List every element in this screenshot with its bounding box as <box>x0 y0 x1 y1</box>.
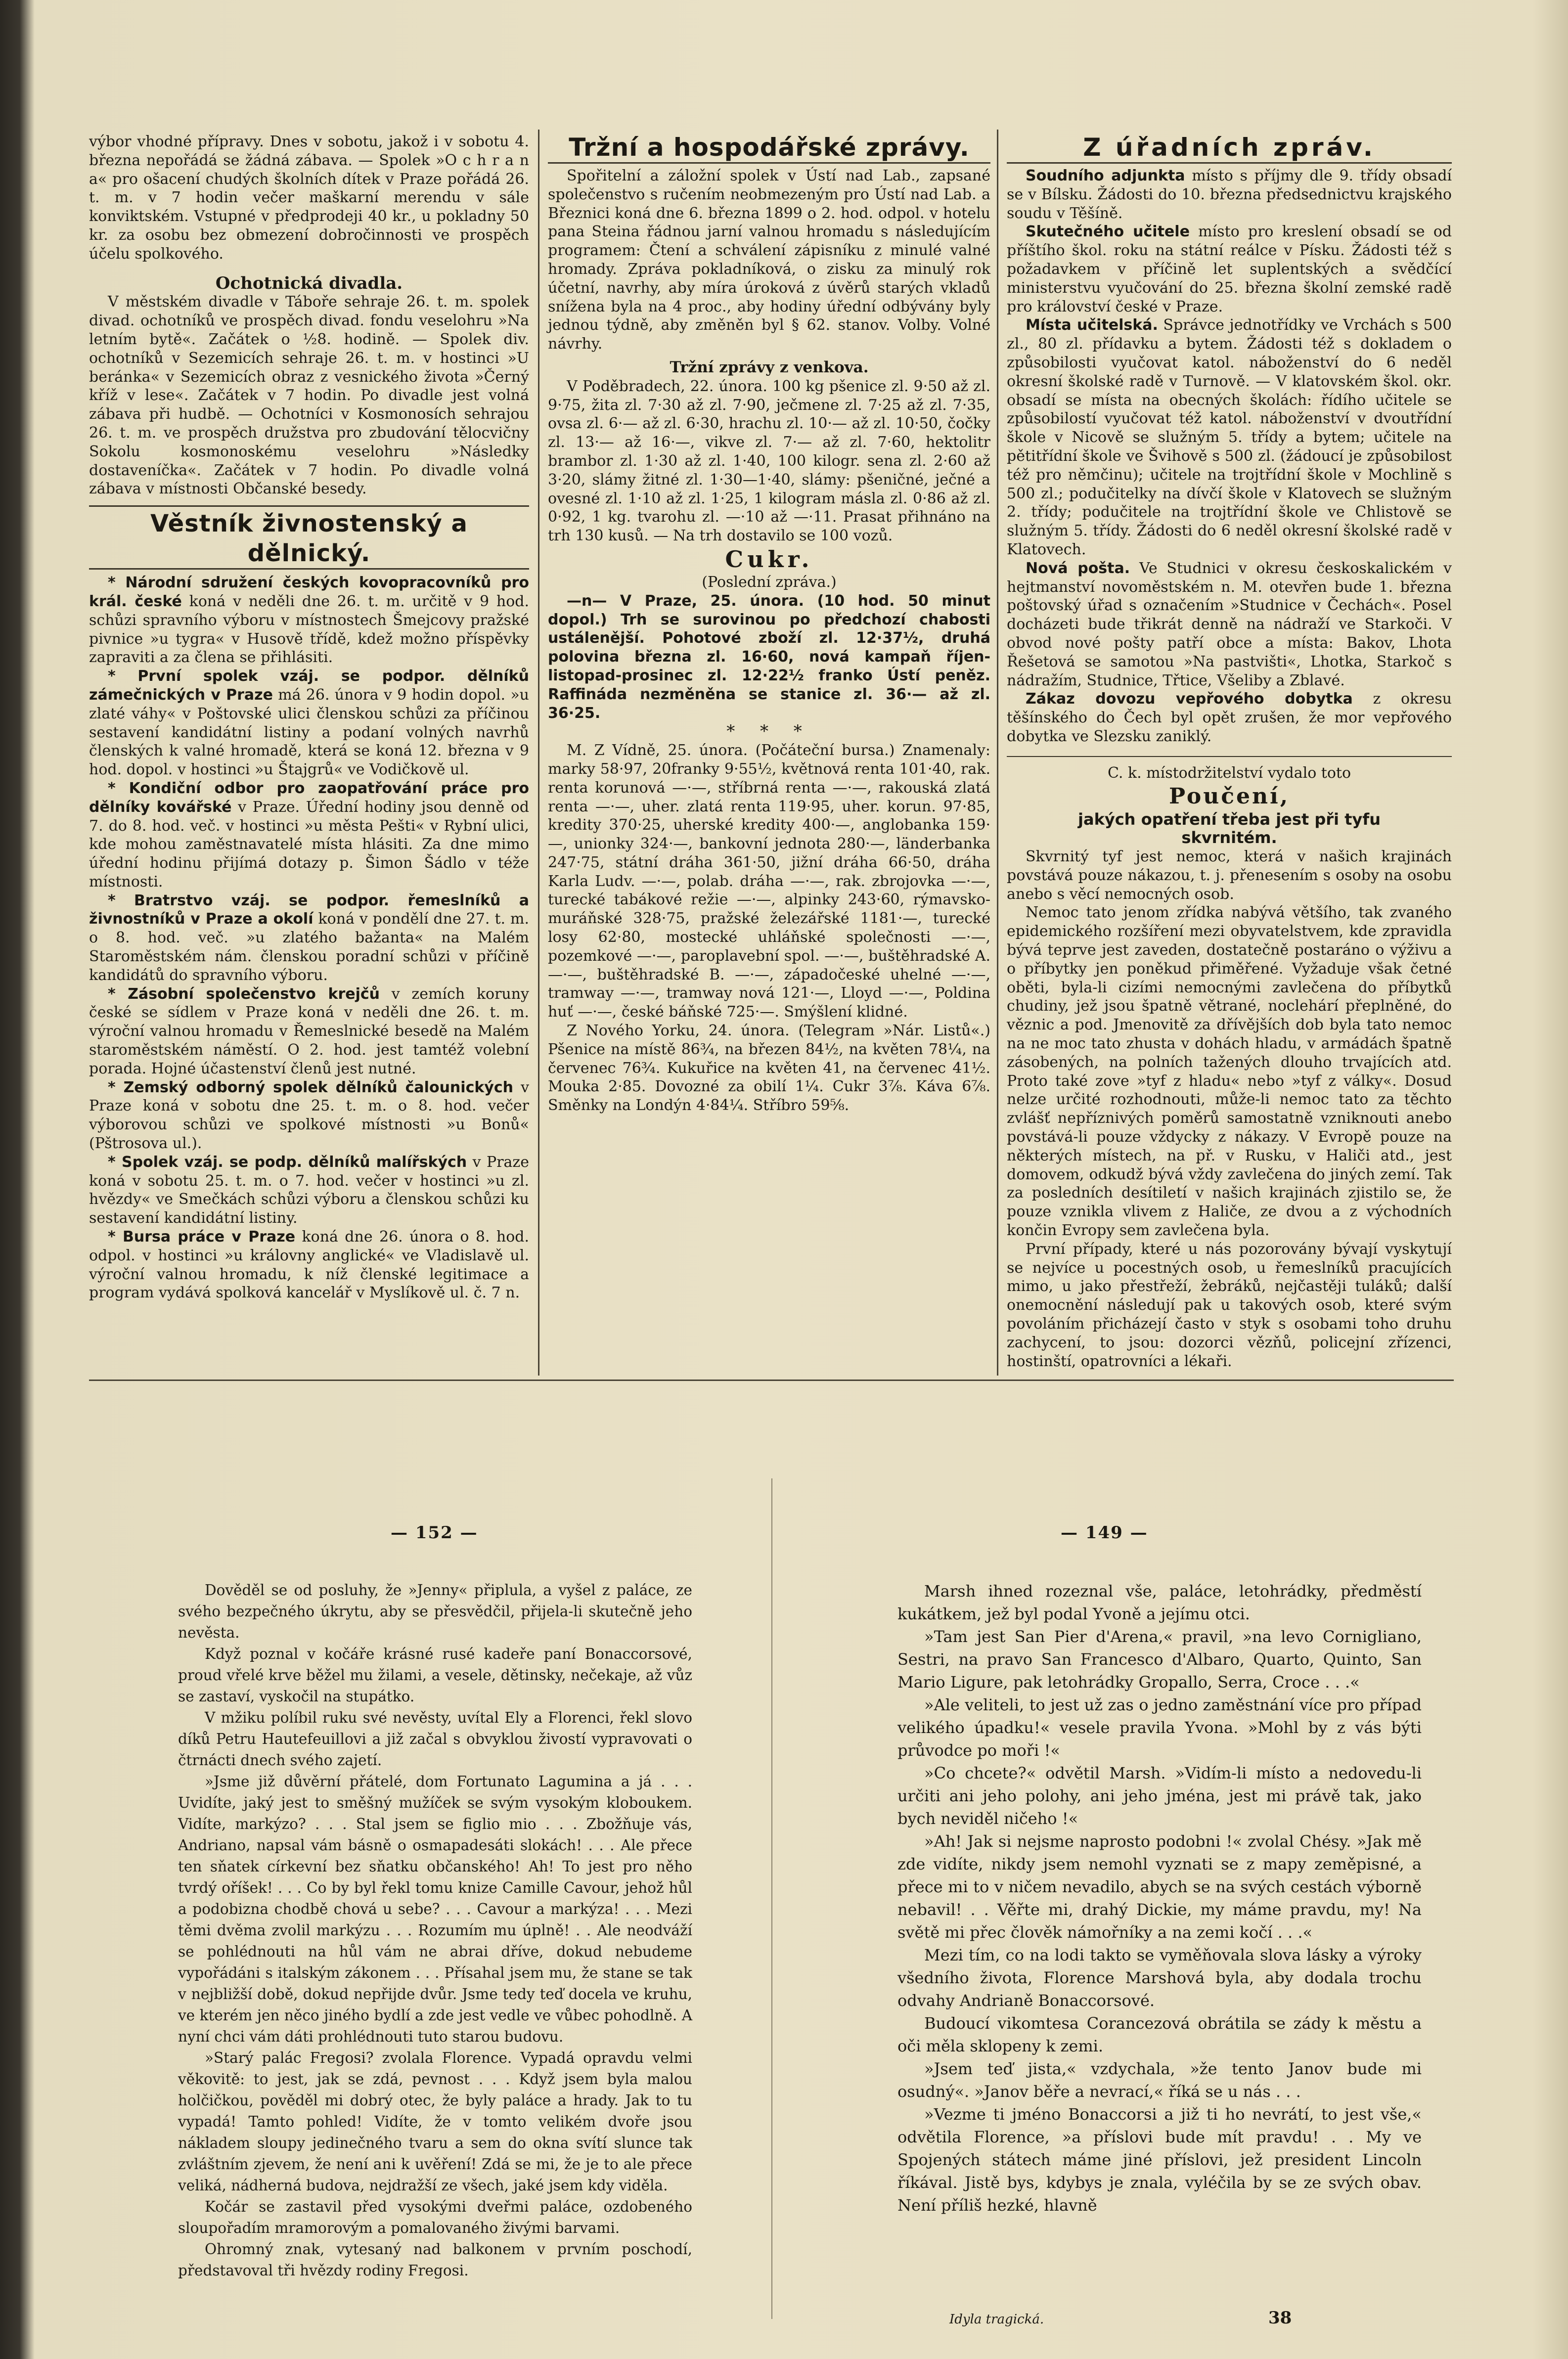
trade-item-text: v Praze koná v sobotu 25. t. m. o 7. hod. večer v hostinci »u zl. hvězdy« ve Smečkách schůzi výboru a členskou schůzi ku sestavení kandidátní listiny. <box>89 1153 529 1227</box>
trade-item-text: má 26. února v 9 hodin dopol. »u zlaté váhy« v Poštovské ulici členskou schůzi za příčinou sestavení kandidátní listiny a podaní volných navrhů členských k valné hromadě, která se koná 12. března v 9 hod. dopol. v hostinci »u Štajgrů« ve Vodičkově ul. <box>89 686 530 779</box>
rural-paragraph: V Poděbradech, 22. února. 100 kg pšenice zl. 9·50 až zl. 9·75, žita zl. 7·30 až zl. 7·90, ječmene zl. 7·25 až zl. 7·35, ovsa zl. 6·— až zl. 6·30, hrachu zl. 10·— až zl. 10·50, čočky zl. 13·— až 16·—, vikve zl. 7·— až zl. 7·60, hektolitr brambor zl. 1·30 až zl. 1·40, 100 kilogr. sena zl. 2·60 až 3·20, slámy žitné zl. 1·30—1·40, slámy: pšeničné, ječné a ovesné zl. 1·10 až zl. 1·25, 1 kilogram másla zl. 0·86 až zl. 0·92, 1 kg. tvarohu zl. —·10 až —·11. Prasat přihnáno na trh 130 kusů. — Na trh dostavilo se 100 vozů. <box>548 377 990 545</box>
notice-subtitle: jakých opatření třeba jest při tyfu skvrnitém. <box>1078 809 1381 847</box>
trade-item <box>89 667 529 779</box>
trade-item-head: * Bursa práce v Praze <box>108 1228 296 1246</box>
sugar-paragraph: —n— V Praze, 25. února. (10 hod. 50 minut dopol.) Trh se surovinou po předchozí chabosti ustálenější. Pohotové zboží zl. 12·37½, druhá polovina března zl. 16·60, nová kampaň říjen-listopad-prosinec zl. 12·22½ franko Ústí peněz. Raffináda nezměněna se stanice zl. 36·— až zl. 36·25. <box>548 592 990 722</box>
theatre-heading: Ochotnická divadla. <box>215 273 403 293</box>
trade-item-text: koná dne 26. února o 8. hod. odpol. v hostinci »u královny anglické« ve Vladislavě ul. výroční valnou hromadu, k níž členské legitimace a program vydává spolková kancelář v Myslíkově ul. č. 7 n. <box>89 1228 529 1302</box>
trade-item-text: v zemích koruny české se sídlem v Praze koná v neděli dne 26. t. m. výroční valnou hromadu v Řemeslnické besedě na Malém staroměstském náměstí. O 2. hod. jest tamtéž volební porada. Hojné účastenství členů jest nutné. <box>89 985 530 1077</box>
novel-paragraph: Mezi tím, co na lodi takto se vyměňovala slova lásky a výroky všedního života, Florence Marshová byla, aby dodala trochu odvahy Andrianě Bonaccorsové. <box>897 1946 1422 2010</box>
novel-paragraph: »Ah! Jak si nejsme naprosto podobni !« zvolal Chésy. »Jak mě zde vidíte, nikdy jsem nemohl vyznati se z mapy zeměpisné, a přece mi to v ničem nevadilo, abych se na svých cestách výborně nebavil! . . Věřte mi, drahý Dickie, my máme pravdu, my! Na světě mi přec člověk námořníky a na zemi kočí . . .« <box>897 1832 1422 1942</box>
novel-paragraph: Když poznal v kočáře krásné rusé kadeře paní Bonaccorsové, proud vřelé krve běžel mu žilami, a vesele, dětinsky, nečekaje, až vůz se zastaví, vyskočil na stupátko. <box>178 1646 692 1705</box>
trade-item-head: * Zemský odborný spolek dělníků čalounických <box>108 1078 514 1096</box>
notice-intro: C. k. místodržitelství vydalo toto <box>1107 764 1351 782</box>
novel-paragraph: Budoucí vikomtesa Corancezová obrátila se zády k městu a oči měla sklopeny k zemi. <box>897 2014 1422 2055</box>
official-item <box>1007 167 1452 223</box>
novel-paragraph: »Tam jest San Pier d'Arena,« pravil, »na levo Cornigliano, Sestri, na pravo San Francesco d'Albaro, Quarto, Quinto, San Mario Ligure, pak letohrádky Gropallo, Serra, Croce . . .« <box>897 1627 1422 1691</box>
trade-item <box>89 891 529 985</box>
notice-paragraph: Nemoc tato jenom zřídka nabývá většího, tak zvaného epidemického rozšíření mezi obyvatelstvem, kde zpravidla bývá teprve jest zaveden, dostatečně postaráno o výživu a o příbytky jen poněkud přiměřené. Vyžaduje však četné oběti, byla-li cizími nemocnými zavlečena do příbytků chudiny, jež jsou špatně větrané, noclehárí přeplněné, do věznic a pod. Jmenovitě za dřívějších dob byla tato nemoc na ne moc tato zhusta v dohách hladu, v armádách špatně zásobených, na polních tažených dlouho trvajících atd. Proto také zove »tyf z hladu« nebo »tyf z války«. Dosud nelze určité rozhodnouti, může-li nemoc tato za těchto zvlášť nepříznivých poměrů samostatně vzniknouti anebo povstává-li pouze vždycky z nákazy. V Evropě pouze na některých místech, na př. v Rusku, v Haliči atd., jest domovem, odkudž bývá vždy zavlečena do jiných zemí. Tak za posledních desítiletí v našich krajinách zjistilo se, že pouze vznikla vlivem z Haliče, ze dvou a z východních končin Evropy sem zavlečena byla. <box>1007 904 1452 1240</box>
novel-paragraph: »Vezme ti jméno Bonaccorsi a již ti ho nevrátí, to jest vše,« odvětila Florence, »a příslovi bude mít pravdu! . . My ve Spojených státech máme jiné příslovi, jež president Lincoln říkával. Jistě bys, kdybys je znala, vyléčila by se ze svých obav. Není příliš hezké, hlavně <box>897 2105 1422 2215</box>
trade-item-head: * Spolek vzáj. se podp. dělníků malířských <box>108 1153 467 1171</box>
trade-item-head: * Kondiční odbor pro zaopatřování práce pro dělníky kovářské <box>89 779 529 816</box>
official-item <box>1007 316 1452 559</box>
official-item-head: Zákaz dovozu vepřového dobytka <box>1026 690 1353 708</box>
intro-paragraph: výbor vhodné přípravy. Dnes v sobotu, jakož i v sobotu 4. března nepořádá se žádná zábava. — Spolek »O c h r a n a« pro ošacení chudých školních dítek v Praze pořádá 26. t. m. v 7 hodin večer maškarní merendu v sále konviktském. Vstupné v předprodeji 40 kr., u pokladny 50 kr. za osobu bez obmezení dobročinnosti ve prospěch účelu spolkového. <box>89 133 529 263</box>
section-rule <box>1007 162 1452 164</box>
section-rule <box>548 162 990 164</box>
section-divider <box>89 1380 1454 1381</box>
rural-heading: Tržní zprávy z venkova. <box>670 358 869 376</box>
stars-separator: * * * <box>726 721 812 742</box>
trade-item <box>89 1078 529 1153</box>
trade-item <box>89 985 529 1078</box>
section-title-official: Z úřadních zpráv. <box>1083 133 1376 162</box>
trade-item <box>89 574 529 667</box>
official-items <box>1007 167 1452 746</box>
novel-paragraph: V mžiku políbil ruku své nevěsty, uvítal Ely a Florenci, řekl slovo díků Petru Hautefeuillovi a již začal s obvyklou živostí vypravovati o čtrnácti dnech svého zajetí. <box>178 1709 692 1769</box>
novel-paragraph: »Co chcete?« odvětil Marsh. »Vidím-li místo a nedovedu-li určiti ani jeho polohy, ani jeho jména, jest mi právě tak, jako bych neviděl ničeho !« <box>897 1764 1422 1828</box>
column-rule-2 <box>997 130 998 1376</box>
novel-paragraph: »Jsme již důvěrní přátelé, dom Fortunato Lagumina a já . . . Uvidíte, jaký jest to směšný mužíček se svým vysokým kloboukem. Vidíte, markýzo? . . . Stal jsem se figlio mio . . . Zbožňuje vás, Andriano, napsal vám básně o osmapadesáti slokách! . . . Ale přece ten sňatek církevní bez sňatku občanského! Ah! To jest pro něho tvrdý oříšek! . . . Co by byl řekl tomu knize Camille Cavour, jehož hůl a podobizna chodbě chová u sebe? . . . Cavour a markýza! . . . Mezi těmi dvěma zvolil markýzu . . . Rozumím mu úplně! . . Ale neodváží se pohlédnouti na hůl vám ne abrai dříve, dokud nebudeme vypořádáni s italským zákonem . . . Přísahal jsem mu, že stane se tak v nejbližší době, dokud nepřijde dvůr. Jsme tedy teď docela ve kruhu, ve kterém jen něco jiného bydlí a zde jest vedle ve vůbec pohodlně. A nyní chci vám dáti prohlédnouti tuto starou budovu. <box>178 1773 692 2045</box>
official-item-text: místo s příjmy dle 9. třídy obsadí se v Bílsku. Žádosti do 10. března předsednictvu krajského soudu v Těšíně. <box>1007 167 1452 222</box>
vienna-paragraph: M. Z Vídně, 25. února. (Počáteční bursa.) Znamenaly: marky 58·97, 20franky 9·55½, květnová renta 101·40, rak. renta korunová —·—, stříbrná renta —·—, rakouská zlatá renta —·—, uher. zlatá renta 119·95, uher. korun. 97·85, kredity 370·25, uherské kredity 400·—, anglobanka 159·—, unionky 324·—, bankovní jednota 280·—, länderbanka 247·75, státní dráha 361·50, jižní dráha 66·50, dráha Karla Ludv. —·—, polab. dráha —·—, rak. zbrojovka —·—, turecké tabákové režie —·—, alpinky 243·60, rýmavsko-muráňské 328·75, pražské železářské 1181·—, turecké losy 62·80, mostecké uhláňské společnosti —·—, pozemkové —·—, paroplavební spol. —·—, buštěhradské A. —·—, buštěhradské B. —·—, západočeské uhelné —·—, tramway —·—, tramway nová 121·—, Lloyd —·—, Poldina huť —·—, české báňské 725·—. Smýšlení klidné. <box>548 742 990 1021</box>
official-item-head: Místa učitelská. <box>1026 316 1158 334</box>
trade-item-head: * Zásobní společenstvo krejčů <box>108 985 380 1003</box>
trade-item <box>89 1228 529 1302</box>
novel-right-page <box>897 1580 1422 2217</box>
section-title-trades: Věstník živnostenský a dělnický. <box>150 510 468 568</box>
official-item <box>1007 223 1452 316</box>
section-rule <box>1007 756 1452 757</box>
novel-paragraph: »Starý palác Fregosi? zvolala Florence. Vypadá opravdu velmi věkovitě: to jest, jak se zdá, pevnost . . . Když jsem byla malou holčičkou, pověděl mi dobrý otec, že byly paláce a hrady. Jak to tu vypadá! Tamto pohled! Vidíte, že v tomto velikém dvoře jsou nákladem sloupy jedinečného tvaru a sem do okna svítí slunce tak zvláštním zjevem, že není ani k uvěření! Zdá se mi, že je to ale přece veliká, nádherná budova, nejdražší ze všech, jaké jsem kdy viděla. <box>178 2049 692 2194</box>
trade-item-text: v Praze koná v sobotu dne 25. t. m. o 8. hod. večer výborovou schůzi ve spolkové místnosti »u Bonů« (Pštrosova ul.). <box>89 1078 530 1153</box>
official-item-head: Skutečného učitele <box>1026 223 1190 241</box>
right-page-number: — 149 — <box>1061 1523 1148 1543</box>
trade-item-head: * Bratrstvo vzáj. se podpor. řemeslníků a živnostníků v Praze a okolí <box>89 891 529 928</box>
novel-paragraph: Kočár se zastavil před vysokými dveřmi paláce, ozdobeného sloupořadím mramorovým a pomalovaného živými barvami. <box>178 2198 692 2236</box>
official-item <box>1007 559 1452 690</box>
official-item-text: z okresu těšínského do Čech byl opět zrušen, že mor vepřového dobytka ve Slezsku zaniklý. <box>1007 690 1452 745</box>
section-rule <box>89 568 529 570</box>
notice-paragraph: Skvrnitý tyf jest nemoc, která v našich krajinách povstává pouze nákazou, t. j. přenesením s osoby na osobu anebo s věcí nemocných osob. <box>1007 848 1452 903</box>
new-york-paragraph: Z Nového Yorku, 24. února. (Telegram »Nár. Listů«.) Pšenice na místě 86¾, na březen 84½, na květen 78¼, na červenec 76¾. Kukuřice na květen 41, na červenec 41½. Mouka 2·85. Dovozné za obilí 1¼. Cukr 3⅞. Káva 6⅞. Směnky na Londýn 4·84¼. Stříbro 59⅝. <box>548 1022 990 1114</box>
official-item-text: místo pro kreslení obsadí se od příštího škol. roku na státní reálce v Písku. Žádosti též s požadavkem v příčině let suplentských a svědčící ministerstvu vyučování do 25. března školní zemské radě pro království české v Praze. <box>1007 223 1452 315</box>
column-rule-1 <box>538 130 539 1376</box>
trade-item-head: * Národní sdružení českých kovopracovníků pro král. české <box>89 574 529 610</box>
trades-items <box>89 574 529 1302</box>
sugar-subheading: (Poslední zpráva.) <box>702 573 837 591</box>
trade-item-head: * První spolek vzáj. se podpor. dělníků zámečnických v Praze <box>89 668 529 704</box>
footer-title: Idyla tragická. <box>949 2312 1044 2327</box>
trade-item <box>89 1153 529 1228</box>
column-left <box>89 133 529 1302</box>
column-middle <box>548 133 990 1115</box>
official-item-text: Ve Studnici v okresu českoskalickém v hejtmanství novoměstském n. M. otevřen bude 1. března poštovský úřad s označením »Studnice v Čechách«. Posel docházeti bude třikrát denně na nádraží ve Starkoči. V obvod nové pošty patří obce a místa: Bakov, Lhota Řešetová se samotou »Na pastvišti«, Lhotka, Starkoč s nádražím, Studnice, Třtice, Všeliby a Zblavé. <box>1007 559 1452 689</box>
notice-title: Poučení, <box>1168 783 1290 809</box>
left-page-number: — 152 — <box>391 1523 478 1543</box>
notice-body <box>1007 847 1452 1371</box>
section-rule <box>89 505 529 507</box>
novel-paragraph: »Ale veliteli, to jest už zas o jedno zaměstnání více pro případ velikého úpadku!« vesele pravila Yvona. »Mohl by z vás býti průvodce po moři !« <box>897 1695 1422 1760</box>
footer-page-number: 38 <box>1268 2308 1292 2328</box>
official-item-head: Nová pošta. <box>1026 559 1130 577</box>
trade-item-text: v Praze. Úřední hodiny jsou denně od 7. do 8. hod. več. v hostinci »u města Pešti« v Rybní ulici, kde mohou zaměstnavatelé místa hlásiti. Za dne mimo úřední hodinu přijímá dotazy p. Šimon Šádlo v téže místnosti. <box>89 798 530 890</box>
sugar-heading: Cukr. <box>725 545 813 573</box>
column-right <box>1007 133 1452 1371</box>
official-item <box>1007 690 1452 746</box>
novel-paragraph: »Jsem teď jista,« vzdychala, »že tento Janov bude mi osudný«. »Janov běře a nevrací,« říká se u nás . . . <box>897 2059 1422 2101</box>
novel-paragraph: Ohromný znak, vytesaný nad balkonem v prvním poschodí, představoval tři hvězdy rodiny Fregosi. <box>178 2241 692 2279</box>
novel-paragraph: Dověděl se od posluhy, že »Jenny« připlula, a vyšel z paláce, ze svého bezpečného úkrytu, aby se přesvědčil, přijela-li skutečně jeho nevěsta. <box>178 1582 692 1641</box>
theatre-paragraph: V městském divadle v Táboře sehraje 26. t. m. spolek divad. ochotníků ve prospěch divad. fondu veselohru »Na letním bytě«. Začátek o ½8. hodině. — Spolek div. ochotníků v Sezemicích sehraje 26. t. m. v hostinci »U beránka« v Sezemicích obraz z vesnického života »Černý kříž v lese«. Začátek v 7 hodin. Po divadle jest volná zábava při hudbě. — Ochotníci v Kosmonosích sehrajou 26. t. m. ve prospěch družstva pro zbudování tělocvičny Sokolu kosmonoskému veselohru »Následky dostaveníčka«. Začátek v 7 hodin. Po divadle volná zábava v místnosti Občanské besedy. <box>89 293 529 498</box>
notice-paragraph: První případy, které u nás pozorovány bývají vyskytují se nejvíce u pocestných osob, u řemeslníků pracujících mimo, u jako přestřeží, žebráků, nejčastěji tuláků; další onemocnění následují pak u takových osob, které svým povoláním přicházejí často v styk s osobami toho druhu zachycení, to jsou: dozorci vězňů, policejní zřízenci, hostinští, opatrovníci a lékaři. <box>1007 1240 1452 1370</box>
novel-paragraph: Marsh ihned rozeznal vše, paláce, letohrádky, předměstí kukátkem, jež byl podal Yvoně a jejímu otci. <box>897 1582 1422 1623</box>
lower-column-rule <box>771 1478 772 2319</box>
novel-left-page <box>178 1580 692 2281</box>
savings-paragraph: Spořitelní a záložní spolek v Ústí nad Lab., zapsané společenstvo s ručením neobmezeným pro Ústí nad Lab. a Březnici koná dne 6. března 1899 o 2. hod. odpol. v hotelu pana Steina řádnou jarní valnou hromadu s následujícím programem: Čtení a schválení zápisníku z minulé valné hromady. Zpráva pokladníková, o zisku za minulý rok účetní, navrhy, aby míra úroková z úvěrů starých vkladů snížena byla na 4 proc., aby hodiny úřední odbývány byly jednou týdně, aby změněn byl § 62. stanov. Volby. Volné návrhy. <box>548 167 990 353</box>
official-item-head: Soudního adjunkta <box>1026 167 1185 184</box>
official-item-text: Správce jednotřídky ve Vrchách s 500 zl., 80 zl. přídavku a bytem. Žádosti též s dokladem o způsobilosti vyučovat katol. náboženství do 6 neděl okresní školské radě v Turnově. — V klatovském škol. okr. obsadí se místa na obecných školách: řídího učitele se způsobilostí vyučovat též katol. náboženství v dvoutřídní škole v Nicově se služným 5. třídy a bytem; učitele na pětitřídní škole ve Švihově s 500 zl. (žádoucí je způsobilost též pro němčinu); učitele na trojtřídní škole v Mochlině s 500 zl.; podučitelky na dívčí škole v Klatovech se služným 2. třídy; podučitele na trojtřídní škole ve Chlistově se služným 5. třídy. Žádosti do 6 neděl okresní školské radě v Klatovech. <box>1007 316 1452 558</box>
trade-item-text: koná v neděli dne 26. t. m. určitě v 9 hod. schůzi spravního výboru v místnostech Šmejcovy pražské pivnice »u tygra« v Husově třídě, kdež možno příspěvky zapraviti a za člena se přihlásiti. <box>89 592 530 667</box>
section-title-market: Tržní a hospodářské zprávy. <box>569 133 970 162</box>
trade-item-text: koná v pondělí dne 27. t. m. o 8. hod. več. »u zlatého bažanta« na Malém Staroměstském nám. členskou poradní schůzi v příčině kandidátů do spravního výboru. <box>89 910 529 984</box>
trade-item <box>89 779 529 891</box>
